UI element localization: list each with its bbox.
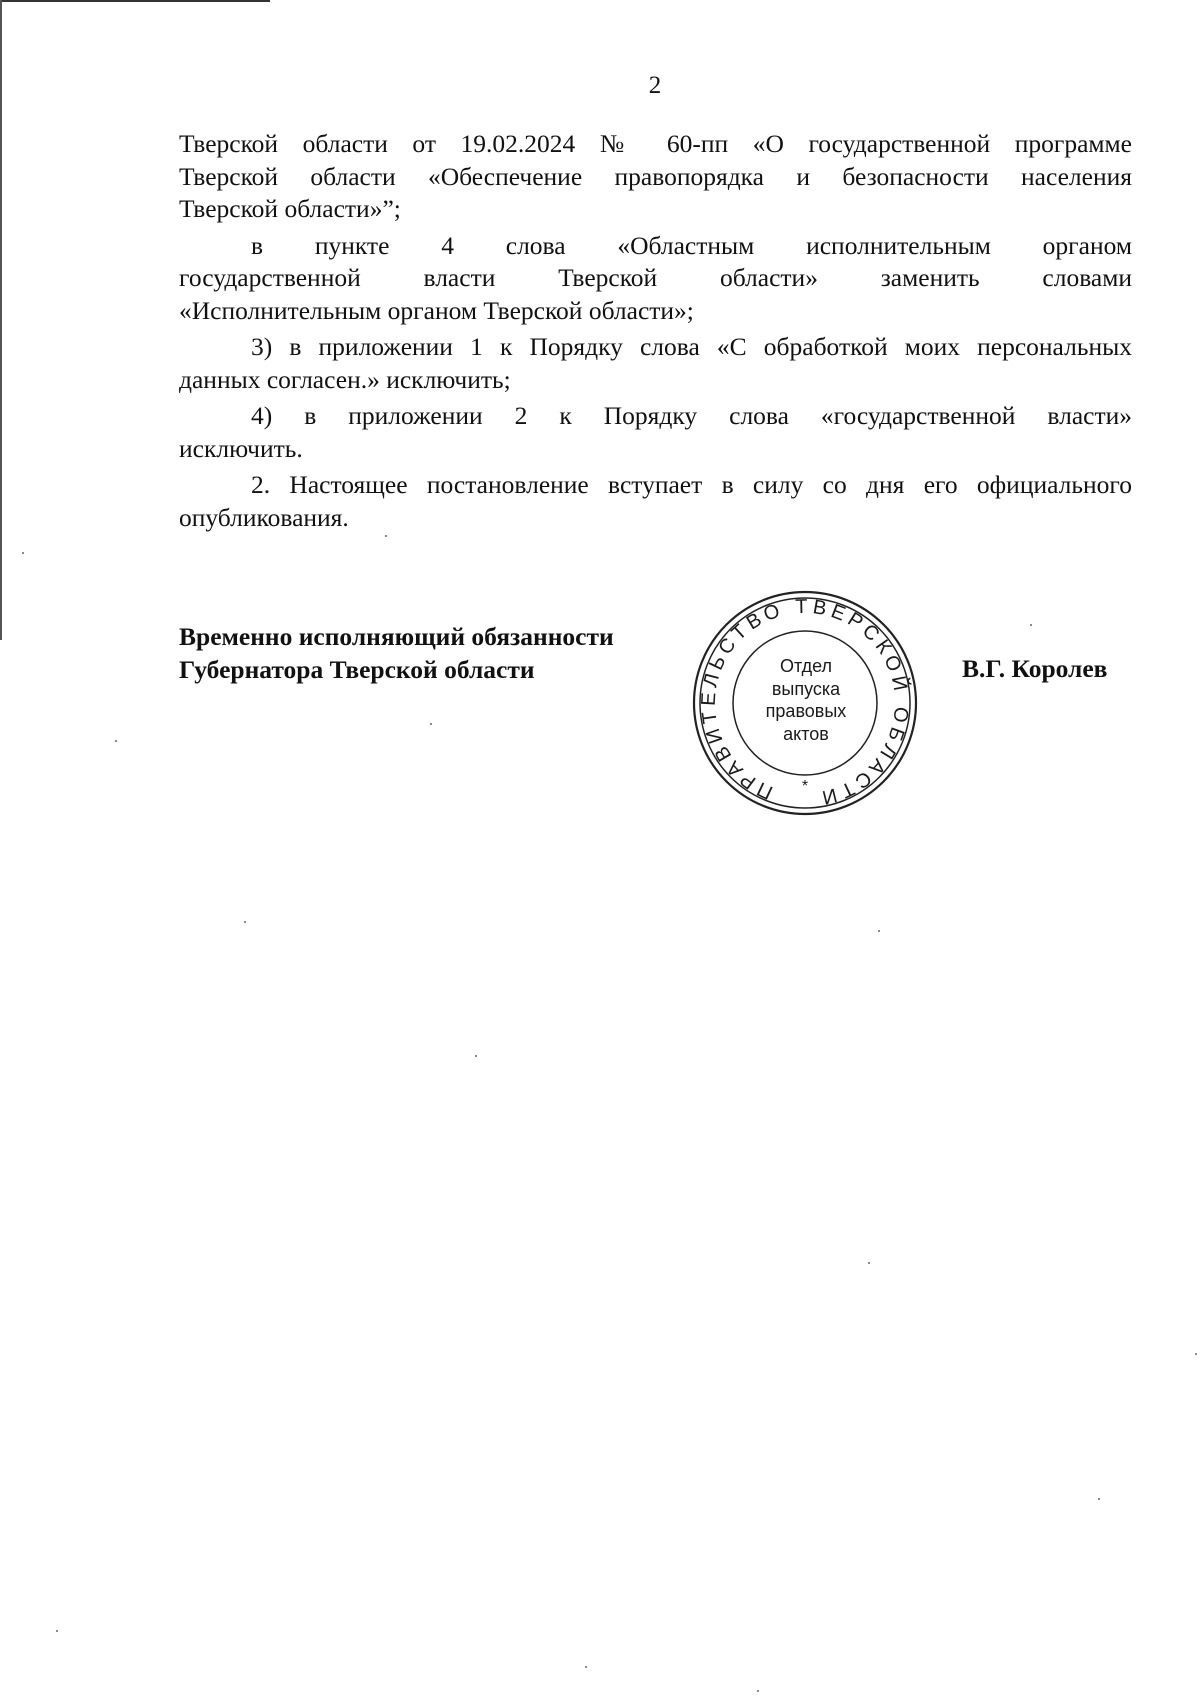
scan-speck bbox=[1195, 1353, 1197, 1355]
document-body bbox=[179, 128, 1132, 535]
scan-speck bbox=[1098, 1498, 1100, 1500]
text-line: 4) в приложении 2 к Порядку слова «государственной власти» bbox=[251, 401, 1132, 430]
seal-center-line: актов bbox=[783, 723, 829, 744]
scan-speck bbox=[868, 1262, 870, 1264]
paragraph-item-4-replacement bbox=[179, 230, 1132, 328]
seal-ring-text: ПРАВИТЕЛЬСТВО ТВЕРСКОЙ ОБЛАСТИ bbox=[697, 595, 913, 809]
scan-speck bbox=[22, 552, 24, 554]
scan-speck bbox=[878, 930, 880, 932]
signatory-position bbox=[179, 621, 614, 686]
seal-center-line: выпуска bbox=[771, 678, 841, 699]
page-number: 2 bbox=[648, 72, 662, 99]
seal-center-text bbox=[726, 655, 886, 745]
scan-speck bbox=[475, 1055, 477, 1057]
text-line: опубликования. bbox=[179, 502, 349, 532]
paragraph-entry-into-force bbox=[179, 469, 1132, 534]
text-line: «Исполнительным органом Тверской области»; bbox=[179, 295, 694, 325]
text-line: Тверской области»”; bbox=[179, 194, 401, 223]
scan-speck bbox=[757, 1690, 759, 1692]
signatory-position-line: Губернатора Тверской области bbox=[179, 654, 535, 684]
seal-star-icon: * bbox=[801, 778, 809, 795]
signatory-position-line: Временно исполняющий обязанности bbox=[179, 622, 614, 651]
scan-speck bbox=[385, 535, 387, 537]
scan-speck bbox=[244, 921, 246, 923]
text-line: в пункте 4 слова «Областным исполнительным органом bbox=[251, 230, 1132, 260]
text-line: Тверской области от 19.02.2024 № 60-пп «О государственной программе bbox=[179, 129, 1132, 158]
text-line: государственной власти Тверской области» заменить словами bbox=[179, 263, 1132, 292]
scan-speck bbox=[115, 740, 117, 742]
scan-speck bbox=[1030, 624, 1032, 626]
text-line: 2. Настоящее постановление вступает в силу со дня его официального bbox=[251, 470, 1132, 499]
paragraph-appendix-1 bbox=[179, 331, 1132, 396]
paragraph-appendix-2 bbox=[179, 400, 1132, 465]
seal-center-line: правовых bbox=[765, 701, 847, 721]
scan-edge-top bbox=[0, 0, 270, 2]
paragraph-program-reference bbox=[179, 128, 1132, 226]
text-line: 3) в приложении 1 к Порядку слова «С обработкой моих персональных bbox=[251, 332, 1132, 361]
text-line: данных согласен.» исключить; bbox=[179, 364, 511, 394]
scan-speck bbox=[56, 1630, 58, 1632]
text-line: Тверской области «Обеспечение правопорядка и безопасности населения bbox=[179, 161, 1132, 191]
signatory-name: В.Г. Королев bbox=[962, 654, 1108, 683]
seal-center-line: Отдел bbox=[779, 656, 833, 676]
scan-speck bbox=[585, 1666, 587, 1668]
scan-speck bbox=[430, 723, 432, 725]
text-line: исключить. bbox=[179, 433, 303, 463]
